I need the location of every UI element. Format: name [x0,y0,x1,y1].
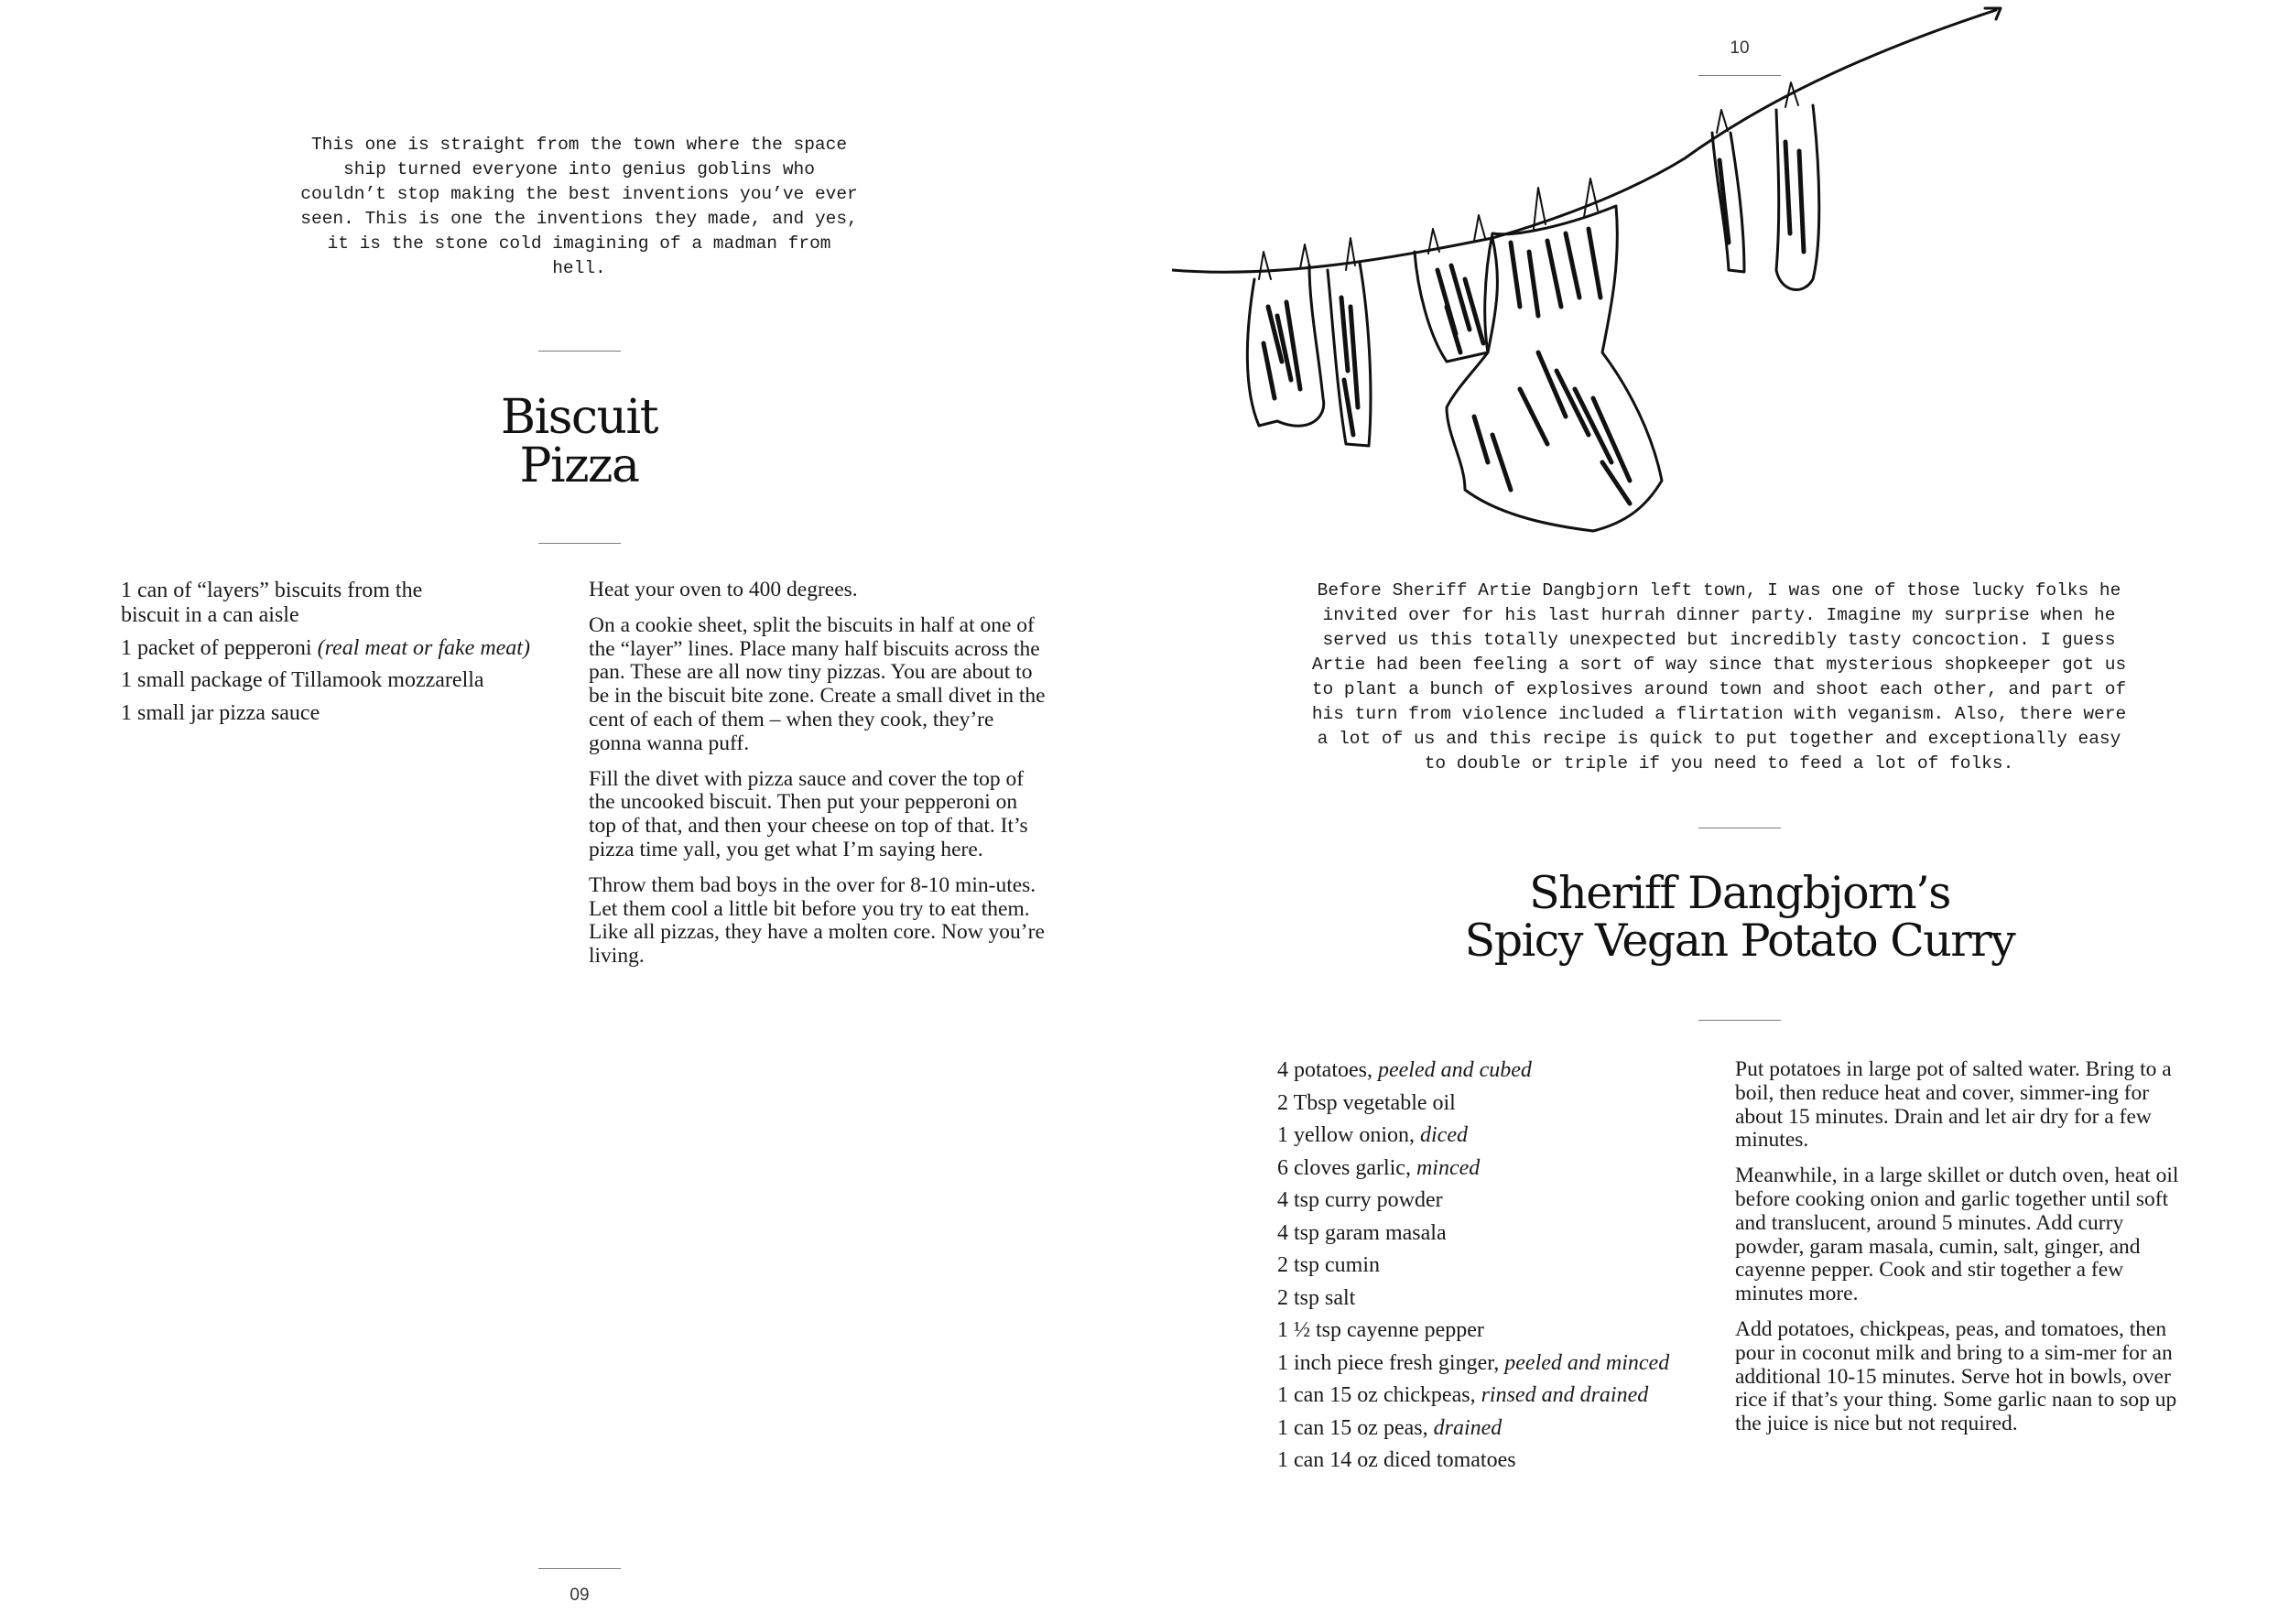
ingredient-item: 1 small package of Tillamook mozzarella [121,668,484,692]
ingredient-item: 2 Tbsp vegetable oil [1277,1090,1456,1115]
ingredient-item: 1 ½ tsp cayenne pepper [1277,1318,1484,1342]
instruction-step: On a cookie sheet, split the biscuits in half at one of the “layer” lines. Place many half biscuits across the pan. These are all now tiny pizzas. You are about to be in the biscuit bite zone. Create a small divet in the cent of each of them – when they cook, they’re gonna wanna puff. [589,612,1046,755]
ingredient-item: 1 can of “layers” biscuits from the biscuit in a can aisle [121,579,423,627]
instruction-step: Fill the divet with pizza sauce and cover the top of the uncooked biscuit. Then put your pepperoni on top of that, and then your cheese on top of that. It’s pizza time yall, you get what I’m saying here. [589,766,1028,861]
instructions [1735,1058,2193,1448]
page-number: 09 [570,1586,590,1605]
ingredient-item: 2 tsp salt [1277,1285,1356,1310]
ingredient-list [121,579,579,733]
footer-divider [538,1568,621,1569]
ingredient-list [1277,1058,1726,1481]
ingredient-item: 1 inch piece fresh ginger, peeled and minced [1277,1350,1670,1375]
divider-bottom [538,543,621,544]
instruction-step: Meanwhile, in a large skillet or dutch oven, heat oil before cooking onion and garlic together until soft and translucent, around 5 minutes. Add curry powder, garam masala, cumin, salt, ginger, and cayenne pepper. Cook and stir together a few minutes more. [1735,1164,2179,1306]
divider-top [538,351,621,352]
ingredient-item: 1 can 15 oz chickpeas, rinsed and drained [1277,1383,1649,1407]
ingredient-item: 1 can 15 oz peas, drained [1277,1415,1502,1440]
clothesline-illustration [1172,5,2023,536]
ingredient-item: 6 cloves garlic, minced [1277,1155,1481,1180]
left-page [0,0,1144,1624]
intro-text: Before Sheriff Artie Dangbjorn left town, I was one of those lucky folks he invited over for his last hurrah dinner party. Imagine my surprise when he served us this totally unexpected but incredibly tasty concoction. I guess Artie had been feeling a sort of way since that mysterious shopkeeper got us to plant a bunch of explosives around town and shoot each other, and part of his turn from violence included a flirtation with veganism. Also, there were a lot of us and this recipe is quick to put together and exceptionally easy to double or triple if you need to feed a lot of folks. [1311,580,2127,774]
ingredient-item: 2 tsp cumin [1277,1253,1380,1277]
ingredient-item: 1 packet of pepperoni (real meat or fake meat) [121,635,530,660]
divider-bottom [1698,1020,1781,1021]
recipe-title [1447,867,2033,967]
right-page [1144,0,2289,1624]
page-number: 10 [1730,38,1750,58]
instructions [589,579,1047,980]
recipe-title [394,390,765,493]
ingredient-item: 4 potatoes, peeled and cubed [1277,1058,1532,1082]
title-line-2: Spicy Vegan Potato Curry [1464,915,2015,967]
intro-text: This one is straight from the town where the space ship turned everyone into genius goblins who couldn’t stop making the best inventions you’ve ever seen. This is one the inventions they made, and yes, it is the stone cold imagining of a madman from hell. [300,135,858,278]
ingredient-item: 4 tsp garam masala [1277,1220,1447,1245]
title-line-1: Sheriff Dangbjorn’s [1529,867,1950,919]
title-line-2: Pizza [519,438,639,493]
instruction-step: Add potatoes, chickpeas, peas, and tomatoes, then pour in coconut milk and bring to a sim-mer for an additional 10-15 minutes. Serve hot in bowls, over rice if that’s your thing. Some garlic naan to sop up the juice is nice but not required. [1735,1316,2177,1436]
title-line-1: Biscuit [500,390,658,445]
instruction-step: Put potatoes in large pot of salted water. Bring to a boil, then reduce heat and cover, simmer-ing for about 15 minutes. Drain and let air dry for a few minutes. [1735,1057,2172,1153]
ingredient-item: 4 tsp curry powder [1277,1188,1443,1212]
instruction-step: Throw them bad boys in the over for 8-10 min-utes. Let them cool a little bit before you try to eat them. Like all pizzas, they have a molten core. Now you’re living. [589,872,1045,969]
ingredient-item: 1 small jar pizza sauce [121,700,320,725]
instruction-step: Heat your oven to 400 degrees. [589,578,858,601]
ingredient-item: 1 can 14 oz diced tomatoes [1277,1448,1516,1472]
ingredient-item: 1 yellow onion, diced [1277,1123,1468,1147]
